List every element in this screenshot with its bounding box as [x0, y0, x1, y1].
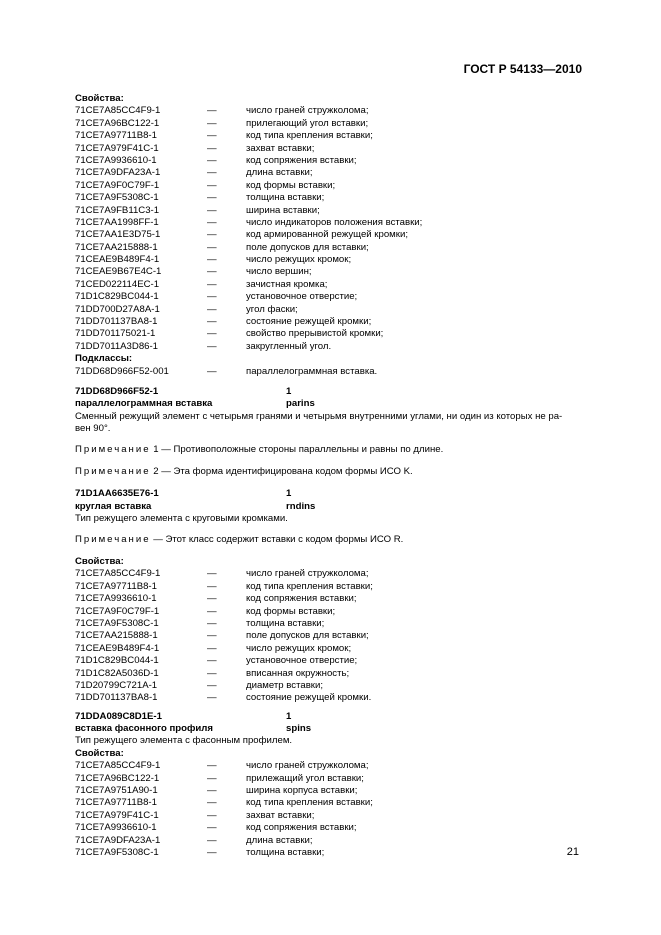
dash: —: [207, 679, 217, 691]
property-row: [75, 254, 587, 266]
dash: —: [207, 266, 217, 278]
class-header-spins: [75, 711, 587, 723]
dash: —: [207, 630, 217, 642]
property-row: [75, 810, 587, 822]
class-description: Тип режущего элемента с круговыми кромками.: [75, 513, 288, 525]
dash: —: [207, 617, 217, 629]
property-row: [75, 618, 587, 630]
property-text: число вершин;: [246, 266, 312, 278]
note-label: Примечание: [75, 465, 151, 477]
dash: —: [207, 241, 217, 253]
property-row: [75, 266, 587, 278]
note-text: 1 — Противоположные стороны параллельны и равны по длине.: [153, 443, 444, 455]
property-code: 71CE7A9F5308C-1: [75, 846, 159, 858]
class-name-parins: [75, 398, 587, 410]
property-text: диаметр вставки;: [246, 679, 324, 691]
dash: —: [207, 291, 217, 303]
property-row: [75, 192, 587, 204]
property-code: 71CE7A96BC122-1: [75, 772, 160, 784]
property-code: 71D1C829BC044-1: [75, 655, 159, 667]
dash: —: [207, 605, 217, 617]
dash: —: [207, 216, 217, 228]
property-text: код формы вставки;: [246, 179, 336, 191]
property-row: [75, 668, 587, 680]
property-code: 71CE7A9DFA23A-1: [75, 834, 161, 846]
class-level: 1: [286, 386, 292, 398]
class-header-parins: [75, 386, 587, 398]
property-row: [75, 643, 587, 655]
property-text: число граней стружколома;: [246, 568, 369, 580]
class-name: параллелограммная вставка: [75, 398, 213, 410]
property-text: число граней стружколома;: [246, 760, 369, 772]
property-code: 71CEAE9B489F4-1: [75, 642, 160, 654]
property-text: установочное отверстие;: [246, 291, 358, 303]
note-2: [75, 466, 587, 478]
property-code: 71CEAE9B67E4C-1: [75, 266, 162, 278]
dash: —: [207, 130, 217, 142]
property-row: [75, 205, 587, 217]
dash: —: [207, 340, 217, 352]
property-row: [75, 130, 587, 142]
dash: —: [207, 204, 217, 216]
dash: —: [207, 142, 217, 154]
property-text: код сопряжения вставки;: [246, 593, 357, 605]
property-row: [75, 291, 587, 303]
dash: —: [207, 167, 217, 179]
property-text: число индикаторов положения вставки;: [246, 216, 423, 228]
property-code: 71CE7A9936610-1: [75, 822, 157, 834]
property-row: [75, 328, 587, 340]
property-code: 71D20799C721A-1: [75, 679, 158, 691]
property-code: 71CE7A9F5308C-1: [75, 617, 159, 629]
property-row: [75, 630, 587, 642]
property-code: 71CE7A85CC4F9-1: [75, 760, 161, 772]
dash: —: [207, 328, 217, 340]
property-row: [75, 773, 587, 785]
properties-list: [75, 760, 587, 859]
dash: —: [207, 797, 217, 809]
property-row: [75, 155, 587, 167]
property-text: код формы вставки;: [246, 605, 336, 617]
dash: —: [207, 593, 217, 605]
dash: —: [207, 809, 217, 821]
dash: —: [207, 303, 217, 315]
property-text: код типа крепления вставки;: [246, 797, 373, 809]
property-row: [75, 680, 587, 692]
property-text: поле допусков для вставки;: [246, 241, 369, 253]
property-text: угол фаски;: [246, 303, 298, 315]
property-row: [75, 366, 587, 378]
properties-list: [75, 568, 587, 704]
class-name: вставка фасонного профиля: [75, 723, 213, 735]
class-code: 71DD68D966F52-1: [75, 386, 159, 398]
property-code: 71CE7A97711B8-1: [75, 797, 157, 809]
property-text: параллелограммная вставка.: [246, 365, 378, 377]
property-text: состояние режущей кромки;: [246, 316, 372, 328]
class-name-rndins: [75, 501, 587, 513]
property-text: состояние режущей кромки.: [246, 692, 372, 704]
dash: —: [207, 254, 217, 266]
property-code: 71CE7A85CC4F9-1: [75, 105, 161, 117]
property-code: 71CEAE9B489F4-1: [75, 254, 160, 266]
property-text: прилегающий угол вставки;: [246, 117, 369, 129]
class-description-cont: вен 90°.: [75, 423, 111, 435]
property-code: 71CE7A97711B8-1: [75, 130, 157, 142]
dash: —: [207, 179, 217, 191]
dash: —: [207, 117, 217, 129]
subclasses-list: [75, 366, 587, 378]
property-row: [75, 760, 587, 772]
property-row: [75, 581, 587, 593]
document-body: [75, 93, 587, 859]
property-text: свойство прерывистой кромки;: [246, 328, 384, 340]
property-row: [75, 606, 587, 618]
property-text: число режущих кромок;: [246, 642, 352, 654]
dash: —: [207, 834, 217, 846]
dash: —: [207, 642, 217, 654]
property-code: 71CE7A9936610-1: [75, 593, 157, 605]
property-row: [75, 242, 587, 254]
property-row: [75, 316, 587, 328]
property-text: код типа крепления вставки;: [246, 130, 373, 142]
note-label: Примечание: [75, 443, 151, 455]
property-row: [75, 229, 587, 241]
dash: —: [207, 822, 217, 834]
properties-heading: Свойства:: [75, 747, 124, 759]
dash: —: [207, 760, 217, 772]
property-code: 71DD701137BA8-1: [75, 316, 158, 328]
dash: —: [207, 278, 217, 290]
dash: —: [207, 580, 217, 592]
property-code: 71DD68D966F52-001: [75, 365, 169, 377]
property-text: толщина вставки;: [246, 846, 325, 858]
property-text: поле допусков для вставки;: [246, 630, 369, 642]
note-label: Примечание: [75, 533, 151, 545]
property-text: прилежащий угол вставки;: [246, 772, 364, 784]
property-text: длина вставки;: [246, 167, 313, 179]
properties-list: [75, 105, 587, 353]
note-text: — Этот класс содержит вставки с кодом формы ИСО R.: [153, 533, 404, 545]
property-row: [75, 847, 587, 859]
property-text: ширина корпуса вставки;: [246, 785, 358, 797]
property-code: 71DD701175021-1: [75, 328, 156, 340]
property-text: зачистная кромка;: [246, 278, 328, 290]
class-code: 71DDA089C8D1E-1: [75, 710, 162, 722]
class-header-rndins: [75, 488, 587, 500]
property-row: [75, 180, 587, 192]
dash: —: [207, 692, 217, 704]
property-row: [75, 797, 587, 809]
class-description: Тип режущего элемента с фасонным профилем.: [75, 735, 293, 747]
property-text: толщина вставки;: [246, 617, 325, 629]
property-code: 71DD7011A3D86-1: [75, 340, 159, 352]
property-row: [75, 341, 587, 353]
property-code: 71CE7A9936610-1: [75, 154, 157, 166]
property-code: 71CE7AA1E3D75-1: [75, 229, 161, 241]
property-text: код типа крепления вставки;: [246, 580, 373, 592]
class-short-name: rndins: [286, 500, 316, 512]
class-short-name: parins: [286, 398, 315, 410]
property-code: 71CE7A85CC4F9-1: [75, 568, 161, 580]
property-code: 71CE7AA215888-1: [75, 630, 158, 642]
page-number: 21: [566, 846, 579, 858]
property-code: 71CE7A9F5308C-1: [75, 192, 159, 204]
class-name: круглая вставка: [75, 500, 152, 512]
class-name-spins: [75, 723, 587, 735]
property-row: [75, 568, 587, 580]
dash: —: [207, 667, 217, 679]
property-row: [75, 692, 587, 704]
property-row: [75, 655, 587, 667]
property-code: 71D1C82A5036D-1: [75, 667, 159, 679]
property-text: число граней стружколома;: [246, 105, 369, 117]
property-row: [75, 217, 587, 229]
property-code: 71CE7A979F41C-1: [75, 809, 159, 821]
class-level: 1: [286, 710, 292, 722]
property-row: [75, 279, 587, 291]
class-short-name: spins: [286, 723, 312, 735]
property-row: [75, 835, 587, 847]
property-code: 71CE7A9DFA23A-1: [75, 167, 161, 179]
property-code: 71CED022114EC-1: [75, 278, 160, 290]
property-row: [75, 822, 587, 834]
dash: —: [207, 568, 217, 580]
property-text: код сопряжения вставки;: [246, 822, 357, 834]
property-text: код сопряжения вставки;: [246, 154, 357, 166]
property-text: захват вставки;: [246, 142, 315, 154]
dash: —: [207, 655, 217, 667]
dash: —: [207, 316, 217, 328]
property-text: вписанная окружность;: [246, 667, 350, 679]
dash: —: [207, 785, 217, 797]
note-1: [75, 444, 587, 456]
property-code: 71CE7A9751A90-1: [75, 785, 158, 797]
property-code: 71D1C829BC044-1: [75, 291, 159, 303]
properties-heading: Свойства:: [75, 555, 124, 567]
dash: —: [207, 154, 217, 166]
property-row: [75, 167, 587, 179]
dash: —: [207, 772, 217, 784]
property-code: 71CE7A9FB11C3-1: [75, 204, 160, 216]
property-code: 71CE7AA1998FF-1: [75, 216, 159, 228]
dash: —: [207, 105, 217, 117]
standard-header: ГОСТ Р 54133—2010: [463, 62, 582, 76]
property-row: [75, 105, 587, 117]
property-row: [75, 785, 587, 797]
class-code: 71D1AA6635E76-1: [75, 488, 159, 500]
property-text: длина вставки;: [246, 834, 313, 846]
note-rndins: [75, 534, 587, 546]
property-text: число режущих кромок;: [246, 254, 352, 266]
property-text: толщина вставки;: [246, 192, 325, 204]
property-code: 71CE7A9F0C79F-1: [75, 179, 160, 191]
property-code: 71DD701137BA8-1: [75, 692, 158, 704]
property-code: 71CE7A9F0C79F-1: [75, 605, 160, 617]
property-text: установочное отверстие;: [246, 655, 358, 667]
property-code: 71CE7A97711B8-1: [75, 580, 157, 592]
property-code: 71CE7AA215888-1: [75, 241, 158, 253]
subclasses-heading: Подклассы:: [75, 353, 133, 365]
property-code: 71CE7A96BC122-1: [75, 117, 160, 129]
property-code: 71CE7A979F41C-1: [75, 142, 159, 154]
property-text: ширина вставки;: [246, 204, 320, 216]
property-row: [75, 593, 587, 605]
property-row: [75, 304, 587, 316]
dash: —: [207, 229, 217, 241]
class-description: Сменный режущий элемент с четырьмя гранями и четырьмя внутренними углами, ни один из которых не ра-: [75, 410, 563, 422]
property-text: код армированной режущей кромки;: [246, 229, 408, 241]
properties-heading: Свойства:: [75, 93, 124, 104]
dash: —: [207, 192, 217, 204]
dash: —: [207, 846, 217, 858]
property-code: 71DD700D27A8A-1: [75, 303, 160, 315]
property-text: захват вставки;: [246, 809, 315, 821]
property-text: закругленный угол.: [246, 340, 332, 352]
property-row: [75, 118, 587, 130]
dash: —: [207, 365, 217, 377]
note-text: 2 — Эта форма идентифицирована кодом формы ИСО K.: [153, 465, 413, 477]
class-level: 1: [286, 488, 292, 500]
property-row: [75, 143, 587, 155]
